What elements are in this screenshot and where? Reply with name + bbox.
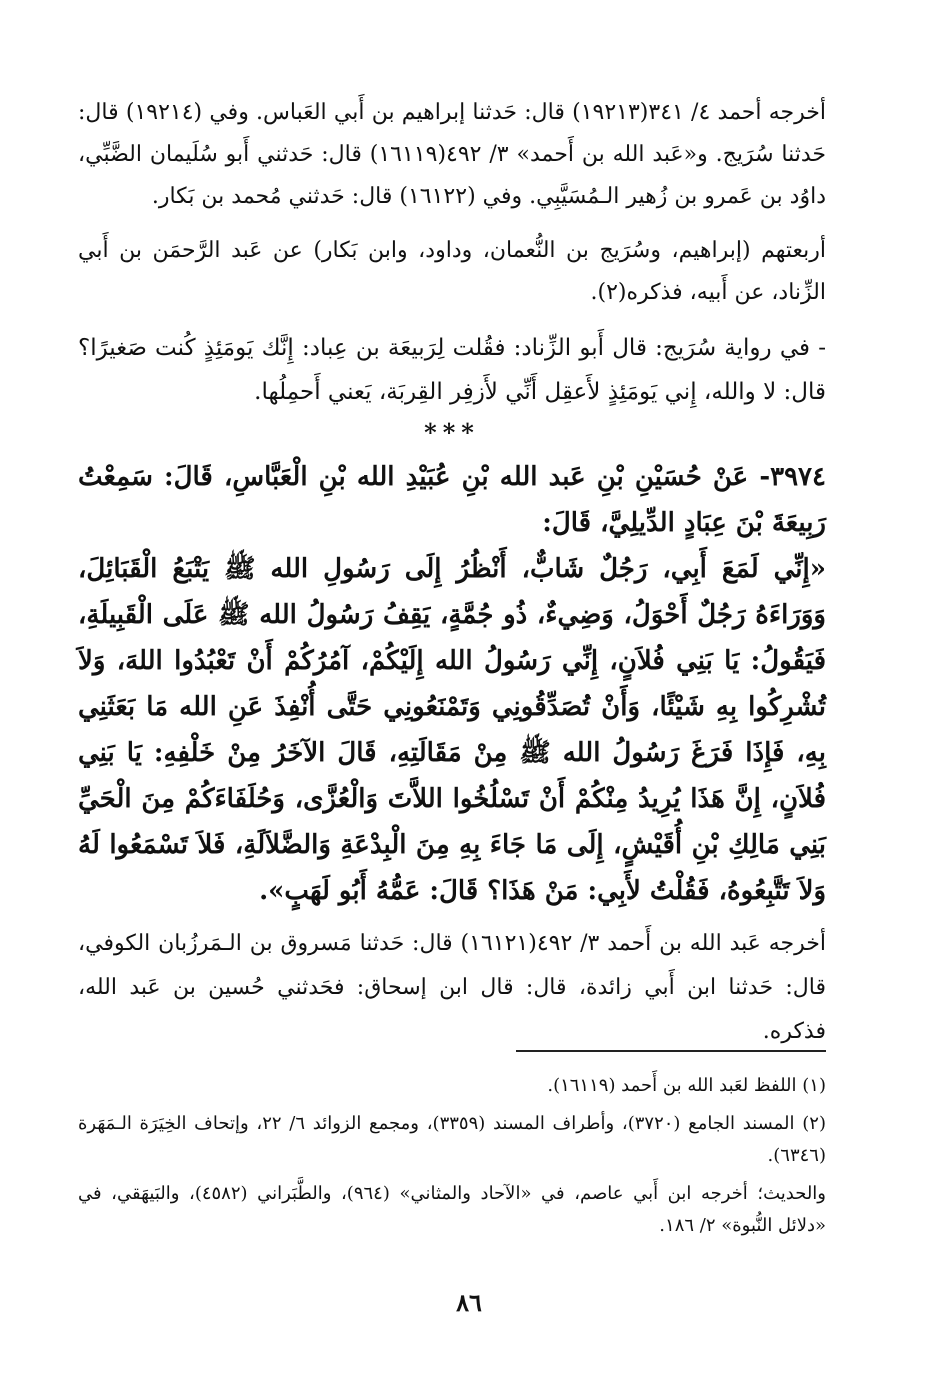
- footnotes: [78, 1070, 826, 1248]
- footnote-2: (٢) المسند الجامع (٣٧٢٠)، وأطراف المسند (٣٣٥٩)، ومجمع الزوائد ٦/ ٢٢، وإتحاف الخِيَرَة الـمَهَرة (٦٣٤٦).: [78, 1113, 826, 1166]
- hadith-isnad-text: عَنْ حُسَيْنِ بْنِ عَبد الله بْنِ عُبَيْدِ الله بْنِ الْعَبَّاسِ، قَالَ: سَمِعْتُ رَبِيعَةَ بْنَ عِبَادٍ الدِّيلِيَّ، قَالَ:: [78, 462, 826, 538]
- page-number: ٨٦: [456, 1288, 482, 1317]
- takhrij-paragraph-3: أخرجه عَبد الله بن أَحمد ٣/ ٤٩٢(١٦١٢١) قال: حَدثنا مَسروق بن الـمَرزُبان الكوفي، قال: حَدثنا ابن أَبي زائدة، قال: قال ابن إسحاق: فحَدثني حُسين بن عَبد الله، فذكره.: [78, 931, 826, 1044]
- takhrij-paragraph-2: أربعتهم (إبراهيم، وسُرَيج بن النُّعمان، وداود، وابن بَكار) عن عَبد الرَّحمَن بن أَبي الزِّناد، عن أَبيه، فذكره(٢).: [78, 238, 826, 305]
- footnote-2-continuation: والحديث؛ أخرجه ابن أَبي عاصم، في «الآحاد والمثاني» (٩٦٤)، والطَّبَراني (٤٥٨٢)، والبَيهَقي، في «دلائل النُّبوة» ٢/ ١٨٦.: [78, 1183, 826, 1236]
- hadith-isnad: [78, 454, 826, 546]
- section-separator: ***: [424, 418, 480, 447]
- hadith-number: ٣٩٧٤-: [759, 462, 826, 492]
- footnote-1: (١) اللفظ لعَبد الله بن أَحمد (١٦١١٩).: [547, 1075, 826, 1096]
- footnote-separator: [516, 1050, 826, 1052]
- hadith-matn: «إِنِّي لَمَعَ أَبِي، رَجُلٌ شَابٌّ، أَنْظُرُ إِلَى رَسُولِ الله ﷺ يَتْبَعُ الْقَبَائِلَ، وَوَرَاءَهُ رَجُلٌ أَحْوَلُ، وَضِيءٌ، ذُو جُمَّةٍ، يَقِفُ رَسُولُ الله ﷺ عَلَى الْقَبِيلَةِ، فَيَقُولُ: يَا بَنِي فُلاَنٍ، إِنِّي رَسُولُ الله إِلَيْكُمْ، آمُرُكُمْ أَنْ تَعْبُدُوا اللهَ، وَلاَ تُشْرِكُوا بِهِ شَيْئًا، وَأَنْ تُصَدِّقُونِي وَتَمْنَعُونِي حَتَّى أُنْفِذَ عَنِ الله مَا بَعَثَنِي بِهِ، فَإِذَا فَرَغَ رَسُولُ الله ﷺ مِنْ مَقَالَتِهِ، قَالَ الآخَرُ مِنْ خَلْفِهِ: يَا بَنِي فُلاَنٍ، إِنَّ هَذَا يُرِيدُ مِنْكُمْ أَنْ تَسْلُخُوا اللاَّتَ وَالْعُزَّى، وَحُلَفَاءَكُمْ مِنَ الْحَيِّ بَنِي مَالِكِ بْنِ أُقَيْشٍ، إِلَى مَا جَاءَ بِهِ مِنَ الْبِدْعَةِ وَالضَّلاَلَةِ، فَلاَ تَسْمَعُوا لَهُ وَلاَ تَتَّبِعُوهُ، فَقُلْتُ لأَبِي: مَنْ هَذَا؟ قَالَ: عَمُّهُ أَبُو لَهَبٍ».: [78, 554, 826, 906]
- riwaya-note: - في رواية سُرَيج: قال أَبو الزِّناد: فقُلت لِرَبيعَة بن عِباد: إِنَّك يَومَئِذٍ كُنت صَغيرًا؟ قال: لا والله، إِني يَومَئِذٍ لأَعقِل أَنِّي لأَزفِر القِربَة، يَعني أَحمِلُها.: [78, 335, 826, 405]
- takhrij-paragraph-1: أخرجه أحمد ٤/ ٣٤١(١٩٢١٣) قال: حَدثنا إبراهيم بن أَبي العَباس. وفي (١٩٢١٤) قال: حَدثنا سُرَيج. و«عَبد الله بن أَحمد» ٣/ ٤٩٢(١٦١١٩) قال: حَدثني أَبو سُلَيمان الضَّبِّي، داوُد بن عَمرو بن زُهير الـمُسَيَّبِي. وفي (١٦١٢٢) قال: حَدثني مُحمد بن بَكار.: [78, 100, 827, 209]
